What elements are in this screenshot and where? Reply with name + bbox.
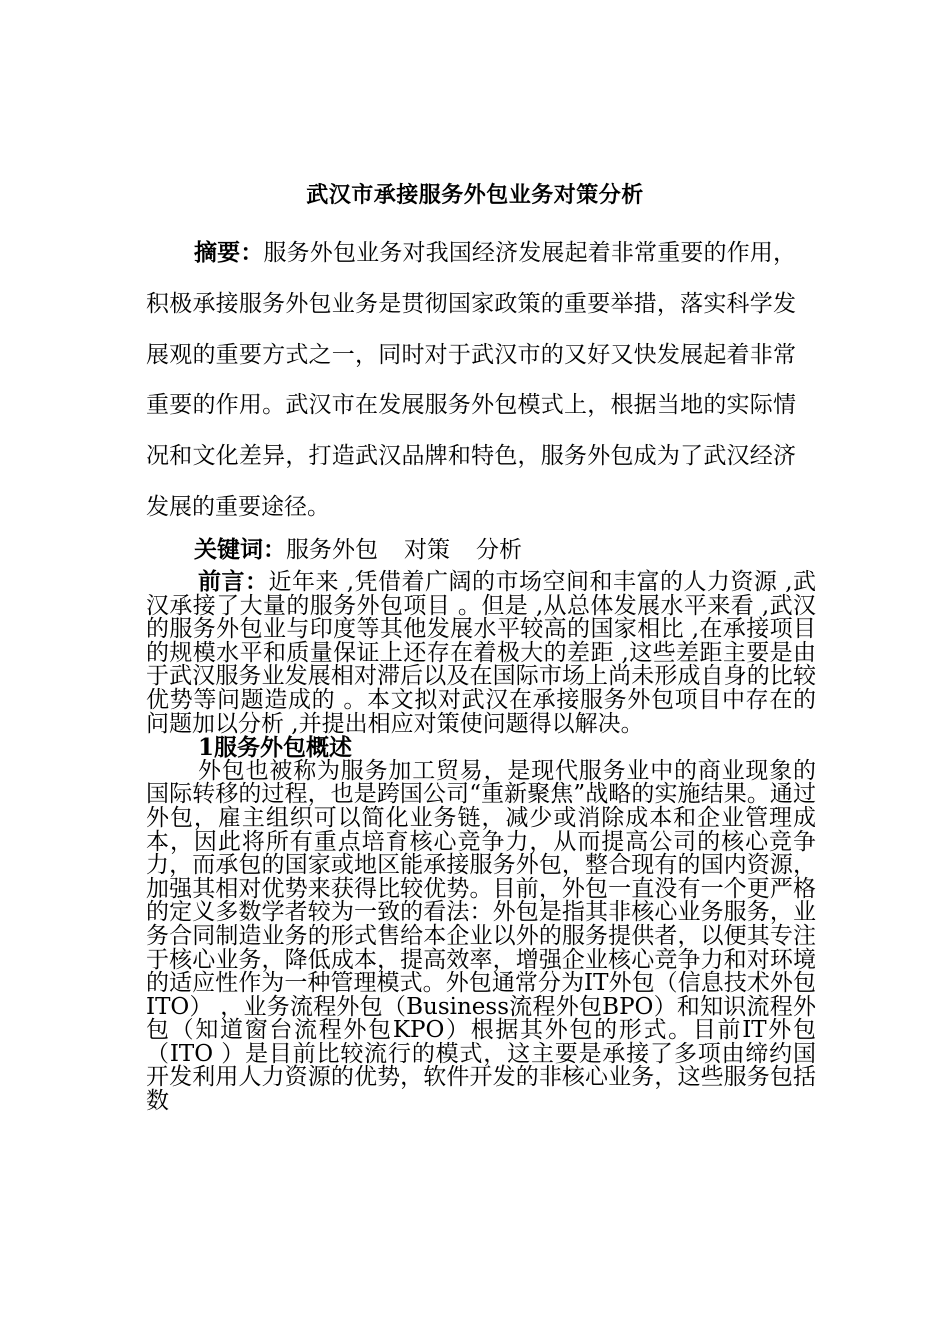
preface-label: 前言：	[198, 568, 269, 595]
preface-paragraph	[146, 570, 816, 736]
section-heading: 1服务外包概述	[198, 734, 353, 762]
keyword-item: 对策	[404, 537, 450, 563]
keyword-item: 服务外包	[286, 537, 378, 563]
preface-text: 近年来 ,凭借着广阔的市场空间和丰富的人力资源 ,武汉承接了大量的服务外包项目 。但是 ,从总体发展水平来看 ,武汉的服务外包业与印度等其他发展水平较高的国家相比 ,在承接项目的规模水平和质量保证上还存在着极大的差距 ,这些差距主要是由于武汉服务业发展相对滞后以及在国际市场上尚未形成自身的比较优势等问题造成的 。本文拟对武汉在承接服务外包项目中存在的问题加以分析 ,并提出相应对策使问题得以解决。	[146, 569, 817, 737]
section-paragraph: 外包也被称为服务加工贸易，是现代服务业中的商业现象的国际转移的过程，也是跨国公司“重新聚焦”战略的实施结果。通过外包，雇主组织可以简化业务链，减少或消除成本和企业管理成本，因此将所有重点培育核心竞争力，从而提高公司的核心竞争力，而承包的国家或地区能承接服务外包，整合现有的国内资源，加强其相对优势来获得比较优势。目前，外包一直没有一个更严格的定义多数学者较为一致的看法：外包是指其非核心业务服务，业务合同制造业务的形式售给本企业以外的服务提供者，以便其专注于核心业务，降低成本，提高效率，增强企业核心竞争力和对环境的适应性作为一种管理模式。外包通常分为IT外包（信息技术外包ITO） ，业务流程外包（Business流程外包BPO）和知识流程外包（知道窗台流程外包KPO）根据其外包的形式。目前IT外包（ITO ）是目前比较流行的模式，这主要是承接了多项由缔约国开发利用人力资源的优势，软件开发的非核心业务，这些服务包括数	[146, 757, 816, 1115]
body-content	[146, 570, 816, 1114]
keywords-label: 关键词：	[194, 536, 286, 563]
keyword-item: 分析	[476, 537, 522, 563]
abstract-label: 摘要：	[194, 239, 264, 266]
document-title: 武汉市承接服务外包业务对策分析	[306, 182, 644, 208]
abstract-paragraph	[146, 228, 796, 533]
abstract-text: 服务外包业务对我国经济发展起着非常重要的作用，积极承接服务外包业务是贯彻国家政策的重要举措，落实科学发展观的重要方式之一，同时对于武汉市的又好又快发展起着非常重要的作用。武汉市在发展服务外包模式上，根据当地的实际情况和文化差异，打造武汉品牌和特色，服务外包成为了武汉经济发展的重要途径。	[146, 240, 797, 520]
